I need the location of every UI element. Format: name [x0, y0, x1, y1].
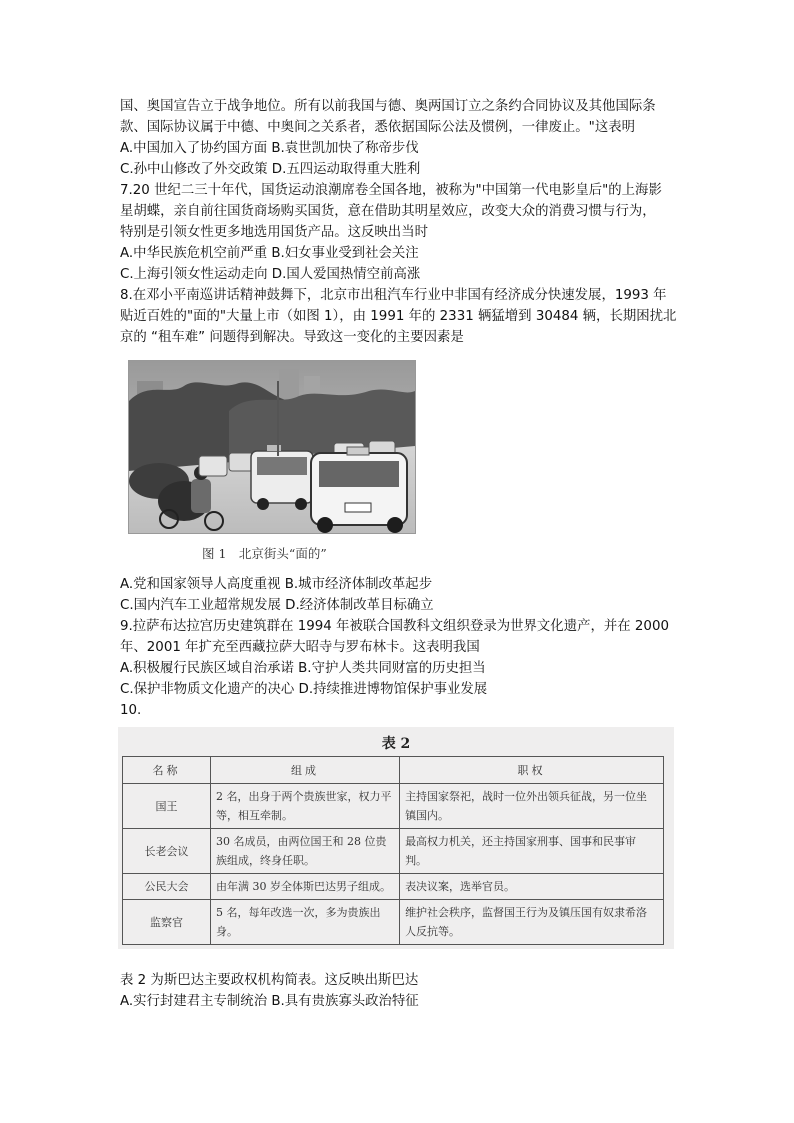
question-7: 7.20 世纪二三十年代，国货运动浪潮席卷全国各地，被称为"中国第一代电影皇后"的上海影 — [120, 183, 662, 198]
option-line: A.积极履行民族区域自治承诺 B.守护人类共同财富的历史担当 — [120, 661, 486, 676]
table-header-row — [123, 757, 664, 784]
text-line: 款、国际协议属于中德、中奥间之关系者，悉依据国际公法及惯例，一律废止。"这表明 — [120, 120, 635, 135]
question-9: 9.拉萨布达拉宫历史建筑群在 1994 年被联合国教科文组织登录为世界文化遗产，并在 2000 — [120, 619, 669, 634]
option-line: C.保护非物质文化遗产的决心 D.持续推进博物馆保护事业发展 — [120, 682, 488, 697]
table-row — [123, 874, 664, 900]
column-header: 职权 — [400, 757, 664, 784]
text-line: 贴近百姓的"面的"大量上市（如图 1），由 1991 年的 2331 辆猛增到 30484 辆，长期困扰北 — [120, 309, 677, 324]
option-line: A.党和国家领导人高度重视 B.城市经济体制改革起步 — [120, 577, 433, 592]
question-10: 10. — [120, 703, 142, 718]
table-cell: 国王 — [123, 784, 211, 829]
text-line: 京的 “租车难” 问题得到解决。导致这一变化的主要因素是 — [120, 330, 464, 345]
table-cell: 5 名，每年改选一次，多为贵族出身。 — [210, 900, 399, 945]
question-8: 8.在邓小平南巡讲话精神鼓舞下，北京市出租汽车行业中非国有经济成分快速发展，1993 年 — [120, 288, 667, 303]
text-line: 国、奥国宣告立于战争地位。所有以前我国与德、奥两国订立之条约合同协议及其他国际条 — [120, 99, 656, 114]
table-cell: 监察官 — [123, 900, 211, 945]
table-row — [123, 784, 664, 829]
sparta-table-figure — [118, 727, 674, 949]
table-cell: 30 名成员，由两位国王和 28 位贵族组成，终身任职。 — [210, 829, 399, 874]
column-header: 名称 — [123, 757, 211, 784]
table-cell: 长老会议 — [123, 829, 211, 874]
street-taxi-photo — [128, 360, 416, 534]
text-line: 表 2 为斯巴达主要政权机构简表。这反映出斯巴达 — [120, 973, 419, 988]
option-line: A.中国加入了协约国方面 B.袁世凯加快了称帝步伐 — [120, 141, 419, 156]
table-cell: 公民大会 — [123, 874, 211, 900]
table-cell: 2 名，出身于两个贵族世家，权力平等，相互牵制。 — [210, 784, 399, 829]
option-line: A.实行封建君主专制统治 B.具有贵族寡头政治特征 — [120, 994, 419, 1009]
table-cell: 由年满 30 岁全体斯巴达男子组成。 — [210, 874, 399, 900]
option-line: C.孙中山修改了外交政策 D.五四运动取得重大胜利 — [120, 162, 421, 177]
text-line: 星胡蝶，亲自前往国货商场购买国货，意在借助其明星效应，改变大众的消费习惯与行为， — [120, 204, 656, 219]
option-line: C.上海引领女性运动走向 D.国人爱国热情空前高涨 — [120, 267, 421, 282]
option-line: C.国内汽车工业超常规发展 D.经济体制改革目标确立 — [120, 598, 434, 613]
table-cell: 主持国家祭祀，战时一位外出领兵征战，另一位坐镇国内。 — [400, 784, 664, 829]
government-table — [122, 756, 664, 945]
text-line: 特别是引领女性更多地选用国货产品。这反映出当时 — [120, 225, 428, 240]
table-title: 表 2 — [381, 736, 411, 752]
table-cell: 表决议案，选举官员。 — [400, 874, 664, 900]
figure-caption: 图 1 北京街头“面的” — [202, 546, 327, 561]
table-row — [123, 829, 664, 874]
option-line: A.中华民族危机空前严重 B.妇女事业受到社会关注 — [120, 246, 419, 261]
table-cell: 最高权力机关，还主持国家刑事、国事和民事审判。 — [400, 829, 664, 874]
table-row — [123, 900, 664, 945]
text-line: 年、2001 年扩充至西藏拉萨大昭寺与罗布林卡。这表明我国 — [120, 640, 480, 655]
table-cell: 维护社会秩序，监督国王行为及镇压国有奴隶希洛人反抗等。 — [400, 900, 664, 945]
column-header: 组成 — [210, 757, 399, 784]
